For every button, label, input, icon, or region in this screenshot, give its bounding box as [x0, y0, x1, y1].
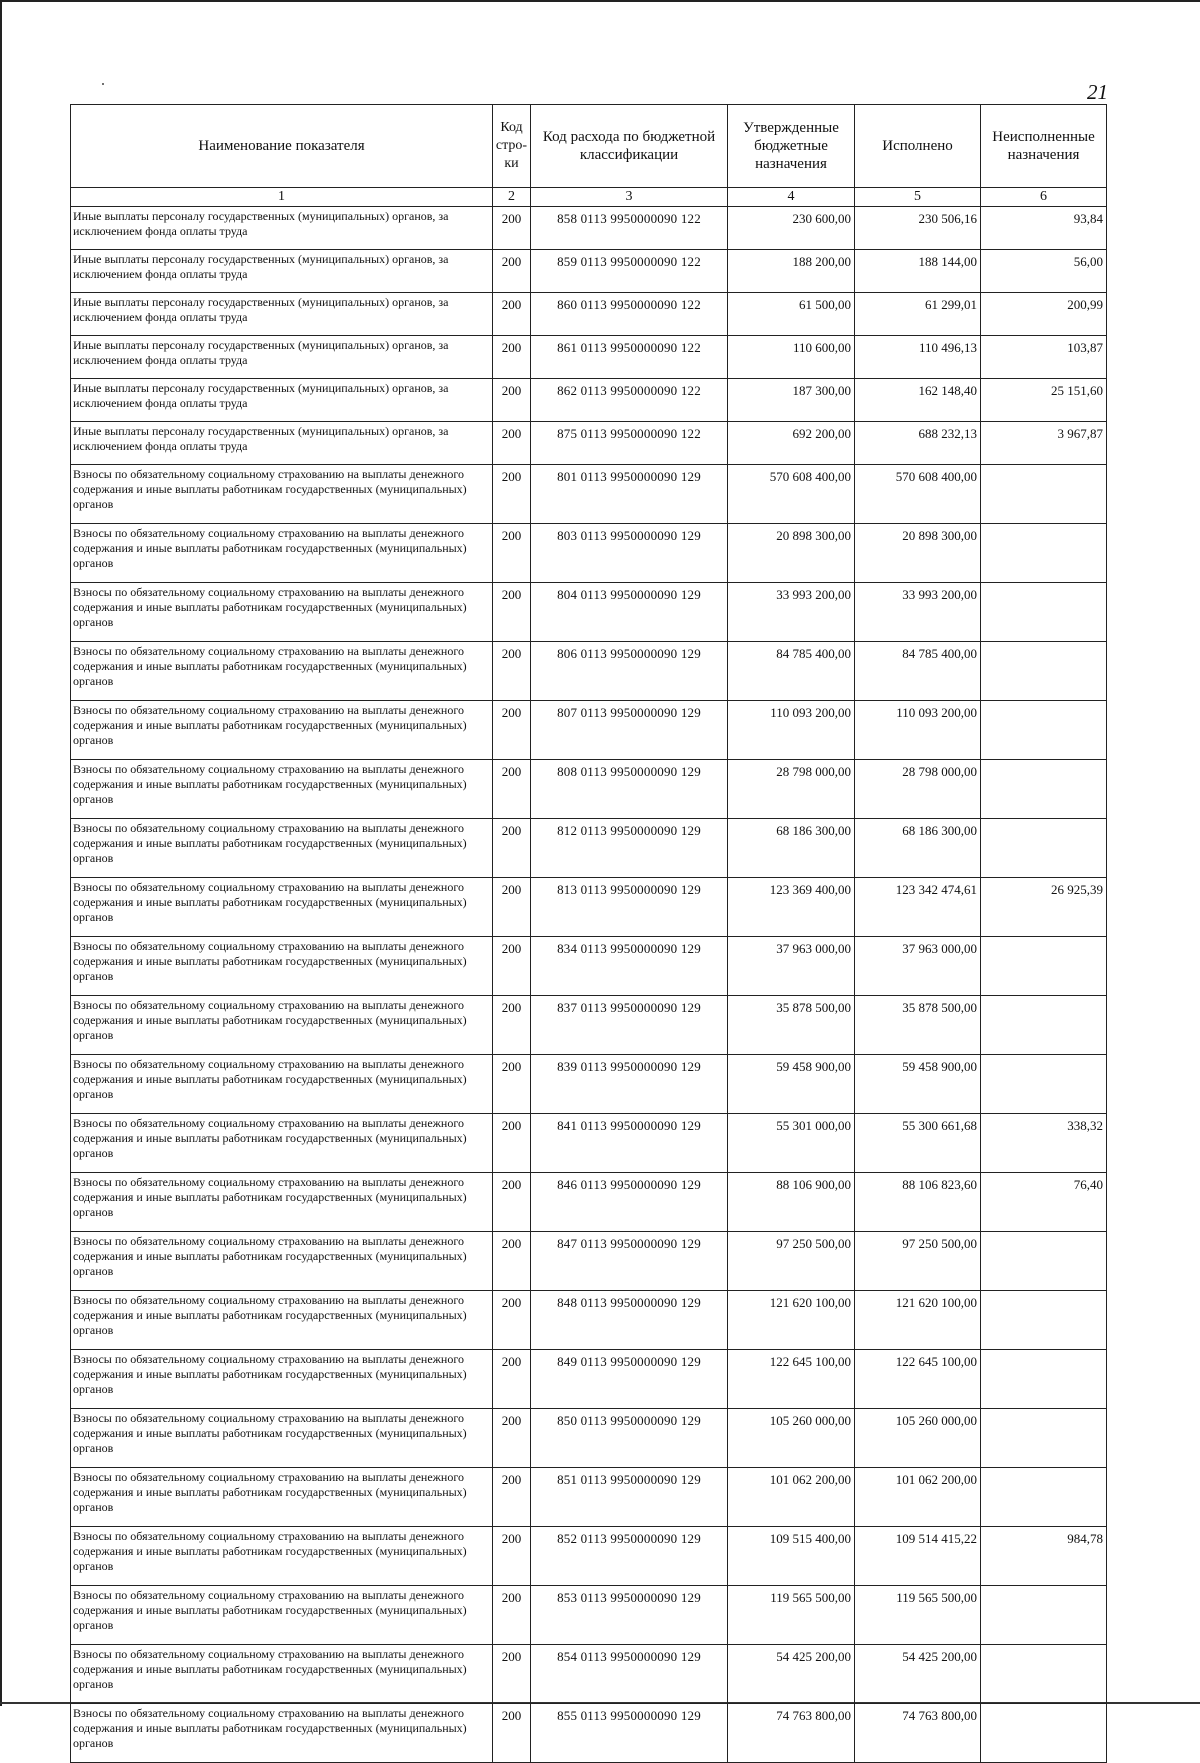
indicator-name-cell: Взносы по обязательному социальному страхованию на выплаты денежного содержания и иные выплаты работникам государственных (муниципальных) органов: [71, 465, 493, 524]
row-code-cell: 200: [493, 1232, 531, 1291]
budget-code-cell: 803 0113 9950000090 129: [531, 524, 728, 583]
row-code-cell: 200: [493, 1409, 531, 1468]
executed-amount-cell: 105 260 000,00: [855, 1409, 981, 1468]
indicator-name-cell: Взносы по обязательному социальному страхованию на выплаты денежного содержания и иные выплаты работникам государственных (муниципальных) органов: [71, 760, 493, 819]
table-row: [71, 1350, 1107, 1409]
unexecuted-amount-cell: 56,00: [981, 250, 1107, 293]
row-code-cell: 200: [493, 760, 531, 819]
budget-code-cell: 808 0113 9950000090 129: [531, 760, 728, 819]
indicator-name-cell: Взносы по обязательному социальному страхованию на выплаты денежного содержания и иные выплаты работникам государственных (муниципальных) органов: [71, 1114, 493, 1173]
indicator-name-cell: Взносы по обязательному социальному страхованию на выплаты денежного содержания и иные выплаты работникам государственных (муниципальных) органов: [71, 819, 493, 878]
executed-amount-cell: 122 645 100,00: [855, 1350, 981, 1409]
indicator-name-cell: Взносы по обязательному социальному страхованию на выплаты денежного содержания и иные выплаты работникам государственных (муниципальных) органов: [71, 937, 493, 996]
indicator-name-cell: Иные выплаты персоналу государственных (муниципальных) органов, за исключением фонда оплаты труда: [71, 422, 493, 465]
indicator-name-cell: Взносы по обязательному социальному страхованию на выплаты денежного содержания и иные выплаты работникам государственных (муниципальных) органов: [71, 1409, 493, 1468]
executed-amount-cell: 188 144,00: [855, 250, 981, 293]
budget-code-cell: 837 0113 9950000090 129: [531, 996, 728, 1055]
budget-code-cell: 862 0113 9950000090 122: [531, 379, 728, 422]
table-row: [71, 293, 1107, 336]
budget-code-cell: 855 0113 9950000090 129: [531, 1704, 728, 1763]
approved-amount-cell: 101 062 200,00: [728, 1468, 855, 1527]
table-body: [71, 207, 1107, 1763]
row-code-cell: 200: [493, 701, 531, 760]
table-row: [71, 1704, 1107, 1763]
indicator-name-cell: Взносы по обязательному социальному страхованию на выплаты денежного содержания и иные выплаты работникам государственных (муниципальных) органов: [71, 1173, 493, 1232]
approved-amount-cell: 55 301 000,00: [728, 1114, 855, 1173]
row-code-cell: 200: [493, 250, 531, 293]
unexecuted-amount-cell: [981, 583, 1107, 642]
header-unexecuted: Неисполненные назначения: [981, 105, 1107, 188]
budget-code-cell: 849 0113 9950000090 129: [531, 1350, 728, 1409]
executed-amount-cell: 35 878 500,00: [855, 996, 981, 1055]
table-row: [71, 1291, 1107, 1350]
budget-code-cell: 846 0113 9950000090 129: [531, 1173, 728, 1232]
table-row: [71, 1586, 1107, 1645]
executed-amount-cell: 88 106 823,60: [855, 1173, 981, 1232]
unexecuted-amount-cell: 103,87: [981, 336, 1107, 379]
unexecuted-amount-cell: 3 967,87: [981, 422, 1107, 465]
executed-amount-cell: 55 300 661,68: [855, 1114, 981, 1173]
indicator-name-cell: Взносы по обязательному социальному страхованию на выплаты денежного содержания и иные выплаты работникам государственных (муниципальных) органов: [71, 996, 493, 1055]
executed-amount-cell: 84 785 400,00: [855, 642, 981, 701]
indicator-name-cell: Взносы по обязательному социальному страхованию на выплаты денежного содержания и иные выплаты работникам государственных (муниципальных) органов: [71, 701, 493, 760]
unexecuted-amount-cell: 984,78: [981, 1527, 1107, 1586]
table-row: [71, 701, 1107, 760]
indicator-name-cell: Иные выплаты персоналу государственных (муниципальных) органов, за исключением фонда оплаты труда: [71, 336, 493, 379]
indicator-name-cell: Взносы по обязательному социальному страхованию на выплаты денежного содержания и иные выплаты работникам государственных (муниципальных) органов: [71, 1232, 493, 1291]
table-row: [71, 1173, 1107, 1232]
executed-amount-cell: 230 506,16: [855, 207, 981, 250]
executed-amount-cell: 109 514 415,22: [855, 1527, 981, 1586]
table-row: [71, 336, 1107, 379]
table-row: [71, 760, 1107, 819]
executed-amount-cell: 37 963 000,00: [855, 937, 981, 996]
table-row: [71, 379, 1107, 422]
budget-code-cell: 851 0113 9950000090 129: [531, 1468, 728, 1527]
unexecuted-amount-cell: [981, 1468, 1107, 1527]
indicator-name-cell: Взносы по обязательному социальному страхованию на выплаты денежного содержания и иные выплаты работникам государственных (муниципальных) органов: [71, 524, 493, 583]
indicator-name-cell: Иные выплаты персоналу государственных (муниципальных) органов, за исключением фонда оплаты труда: [71, 379, 493, 422]
executed-amount-cell: 123 342 474,61: [855, 878, 981, 937]
approved-amount-cell: 692 200,00: [728, 422, 855, 465]
row-code-cell: 200: [493, 1527, 531, 1586]
table-row: [71, 524, 1107, 583]
row-code-cell: 200: [493, 1586, 531, 1645]
unexecuted-amount-cell: [981, 1055, 1107, 1114]
budget-code-cell: 858 0113 9950000090 122: [531, 207, 728, 250]
budget-code-cell: 850 0113 9950000090 129: [531, 1409, 728, 1468]
executed-amount-cell: 162 148,40: [855, 379, 981, 422]
indicator-name-cell: Взносы по обязательному социальному страхованию на выплаты денежного содержания и иные выплаты работникам государственных (муниципальных) органов: [71, 1704, 493, 1763]
unexecuted-amount-cell: [981, 701, 1107, 760]
budget-code-cell: 853 0113 9950000090 129: [531, 1586, 728, 1645]
budget-code-cell: 861 0113 9950000090 122: [531, 336, 728, 379]
row-code-cell: 200: [493, 1055, 531, 1114]
executed-amount-cell: 688 232,13: [855, 422, 981, 465]
executed-amount-cell: 54 425 200,00: [855, 1645, 981, 1704]
indicator-name-cell: Иные выплаты персоналу государственных (муниципальных) органов, за исключением фонда оплаты труда: [71, 207, 493, 250]
table-row: [71, 583, 1107, 642]
header-executed: Исполнено: [855, 105, 981, 188]
table-row: [71, 465, 1107, 524]
approved-amount-cell: 123 369 400,00: [728, 878, 855, 937]
indicator-name-cell: Взносы по обязательному социальному страхованию на выплаты денежного содержания и иные выплаты работникам государственных (муниципальных) органов: [71, 1055, 493, 1114]
scan-border-top: [0, 0, 1200, 2]
budget-code-cell: 859 0113 9950000090 122: [531, 250, 728, 293]
approved-amount-cell: 109 515 400,00: [728, 1527, 855, 1586]
executed-amount-cell: 33 993 200,00: [855, 583, 981, 642]
approved-amount-cell: 230 600,00: [728, 207, 855, 250]
executed-amount-cell: 74 763 800,00: [855, 1704, 981, 1763]
budget-code-cell: 875 0113 9950000090 122: [531, 422, 728, 465]
approved-amount-cell: 35 878 500,00: [728, 996, 855, 1055]
table-header-row: [71, 105, 1107, 188]
table-row: [71, 1114, 1107, 1173]
row-code-cell: 200: [493, 1114, 531, 1173]
approved-amount-cell: 122 645 100,00: [728, 1350, 855, 1409]
table-row: [71, 1409, 1107, 1468]
approved-amount-cell: 88 106 900,00: [728, 1173, 855, 1232]
table-row: [71, 1055, 1107, 1114]
row-code-cell: 200: [493, 878, 531, 937]
row-code-cell: 200: [493, 937, 531, 996]
indicator-name-cell: Взносы по обязательному социальному страхованию на выплаты денежного содержания и иные выплаты работникам государственных (муниципальных) органов: [71, 1645, 493, 1704]
row-code-cell: 200: [493, 583, 531, 642]
executed-amount-cell: 110 093 200,00: [855, 701, 981, 760]
table-row: [71, 207, 1107, 250]
executed-amount-cell: 59 458 900,00: [855, 1055, 981, 1114]
budget-code-cell: 804 0113 9950000090 129: [531, 583, 728, 642]
approved-amount-cell: 37 963 000,00: [728, 937, 855, 996]
unexecuted-amount-cell: [981, 1291, 1107, 1350]
approved-amount-cell: 187 300,00: [728, 379, 855, 422]
indicator-name-cell: Взносы по обязательному социальному страхованию на выплаты денежного содержания и иные выплаты работникам государственных (муниципальных) органов: [71, 642, 493, 701]
approved-amount-cell: 119 565 500,00: [728, 1586, 855, 1645]
row-code-cell: 200: [493, 293, 531, 336]
executed-amount-cell: 68 186 300,00: [855, 819, 981, 878]
executed-amount-cell: 101 062 200,00: [855, 1468, 981, 1527]
budget-code-cell: 807 0113 9950000090 129: [531, 701, 728, 760]
indicator-name-cell: Иные выплаты персоналу государственных (муниципальных) органов, за исключением фонда оплаты труда: [71, 293, 493, 336]
budget-code-cell: 847 0113 9950000090 129: [531, 1232, 728, 1291]
row-code-cell: 200: [493, 524, 531, 583]
indicator-name-cell: Взносы по обязательному социальному страхованию на выплаты денежного содержания и иные выплаты работникам государственных (муниципальных) органов: [71, 1291, 493, 1350]
budget-execution-table: [70, 104, 1107, 1763]
approved-amount-cell: 110 600,00: [728, 336, 855, 379]
unexecuted-amount-cell: [981, 819, 1107, 878]
approved-amount-cell: 33 993 200,00: [728, 583, 855, 642]
budget-code-cell: 806 0113 9950000090 129: [531, 642, 728, 701]
approved-amount-cell: 105 260 000,00: [728, 1409, 855, 1468]
header-row-code: Код стро- ки: [493, 105, 531, 188]
table-row: [71, 1468, 1107, 1527]
table-row: [71, 937, 1107, 996]
approved-amount-cell: 28 798 000,00: [728, 760, 855, 819]
table-row: [71, 422, 1107, 465]
executed-amount-cell: 97 250 500,00: [855, 1232, 981, 1291]
header-approved: Утвержденные бюджетные назначения: [728, 105, 855, 188]
unexecuted-amount-cell: 338,32: [981, 1114, 1107, 1173]
indicator-name-cell: Взносы по обязательному социальному страхованию на выплаты денежного содержания и иные выплаты работникам государственных (муниципальных) органов: [71, 1527, 493, 1586]
unexecuted-amount-cell: [981, 465, 1107, 524]
unexecuted-amount-cell: [981, 1232, 1107, 1291]
table-row: [71, 996, 1107, 1055]
column-number: 1: [71, 188, 493, 207]
row-code-cell: 200: [493, 1173, 531, 1232]
indicator-name-cell: Взносы по обязательному социальному страхованию на выплаты денежного содержания и иные выплаты работникам государственных (муниципальных) органов: [71, 1350, 493, 1409]
executed-amount-cell: 61 299,01: [855, 293, 981, 336]
approved-amount-cell: 188 200,00: [728, 250, 855, 293]
unexecuted-amount-cell: 76,40: [981, 1173, 1107, 1232]
approved-amount-cell: 54 425 200,00: [728, 1645, 855, 1704]
budget-code-cell: 834 0113 9950000090 129: [531, 937, 728, 996]
scan-border-left: [0, 0, 2, 1706]
table-row: [71, 819, 1107, 878]
executed-amount-cell: 570 608 400,00: [855, 465, 981, 524]
row-code-cell: 200: [493, 465, 531, 524]
row-code-cell: 200: [493, 642, 531, 701]
column-number: 2: [493, 188, 531, 207]
approved-amount-cell: 61 500,00: [728, 293, 855, 336]
budget-code-cell: 813 0113 9950000090 129: [531, 878, 728, 937]
budget-code-cell: 852 0113 9950000090 129: [531, 1527, 728, 1586]
row-code-cell: 200: [493, 819, 531, 878]
table-row: [71, 1527, 1107, 1586]
unexecuted-amount-cell: [981, 642, 1107, 701]
indicator-name-cell: Взносы по обязательному социальному страхованию на выплаты денежного содержания и иные выплаты работникам государственных (муниципальных) органов: [71, 1468, 493, 1527]
approved-amount-cell: 20 898 300,00: [728, 524, 855, 583]
indicator-name-cell: Взносы по обязательному социальному страхованию на выплаты денежного содержания и иные выплаты работникам государственных (муниципальных) органов: [71, 583, 493, 642]
column-number: 6: [981, 188, 1107, 207]
unexecuted-amount-cell: 93,84: [981, 207, 1107, 250]
row-code-cell: 200: [493, 207, 531, 250]
row-code-cell: 200: [493, 379, 531, 422]
table-row: [71, 250, 1107, 293]
unexecuted-amount-cell: [981, 1704, 1107, 1763]
budget-code-cell: 839 0113 9950000090 129: [531, 1055, 728, 1114]
executed-amount-cell: 121 620 100,00: [855, 1291, 981, 1350]
unexecuted-amount-cell: [981, 937, 1107, 996]
column-number: 5: [855, 188, 981, 207]
row-code-cell: 200: [493, 1350, 531, 1409]
approved-amount-cell: 97 250 500,00: [728, 1232, 855, 1291]
approved-amount-cell: 74 763 800,00: [728, 1704, 855, 1763]
executed-amount-cell: 110 496,13: [855, 336, 981, 379]
executed-amount-cell: 119 565 500,00: [855, 1586, 981, 1645]
executed-amount-cell: 20 898 300,00: [855, 524, 981, 583]
unexecuted-amount-cell: [981, 1409, 1107, 1468]
table-row: [71, 878, 1107, 937]
column-number: 4: [728, 188, 855, 207]
table-row: [71, 1645, 1107, 1704]
indicator-name-cell: Иные выплаты персоналу государственных (муниципальных) органов, за исключением фонда оплаты труда: [71, 250, 493, 293]
scan-speck: [102, 83, 104, 85]
row-code-cell: 200: [493, 1645, 531, 1704]
column-number: 3: [531, 188, 728, 207]
row-code-cell: 200: [493, 336, 531, 379]
budget-code-cell: 860 0113 9950000090 122: [531, 293, 728, 336]
approved-amount-cell: 570 608 400,00: [728, 465, 855, 524]
row-code-cell: 200: [493, 996, 531, 1055]
budget-code-cell: 841 0113 9950000090 129: [531, 1114, 728, 1173]
row-code-cell: 200: [493, 1704, 531, 1763]
row-code-cell: 200: [493, 1291, 531, 1350]
unexecuted-amount-cell: [981, 1645, 1107, 1704]
unexecuted-amount-cell: [981, 524, 1107, 583]
budget-code-cell: 801 0113 9950000090 129: [531, 465, 728, 524]
unexecuted-amount-cell: 200,99: [981, 293, 1107, 336]
approved-amount-cell: 68 186 300,00: [728, 819, 855, 878]
unexecuted-amount-cell: [981, 760, 1107, 819]
approved-amount-cell: 59 458 900,00: [728, 1055, 855, 1114]
header-budget-code: Код расхода по бюджетной классификации: [531, 105, 728, 188]
unexecuted-amount-cell: [981, 996, 1107, 1055]
executed-amount-cell: 28 798 000,00: [855, 760, 981, 819]
row-code-cell: 200: [493, 422, 531, 465]
row-code-cell: 200: [493, 1468, 531, 1527]
table-row: [71, 1232, 1107, 1291]
approved-amount-cell: 110 093 200,00: [728, 701, 855, 760]
indicator-name-cell: Взносы по обязательному социальному страхованию на выплаты денежного содержания и иные выплаты работникам государственных (муниципальных) органов: [71, 878, 493, 937]
unexecuted-amount-cell: [981, 1586, 1107, 1645]
approved-amount-cell: 121 620 100,00: [728, 1291, 855, 1350]
unexecuted-amount-cell: [981, 1350, 1107, 1409]
table-row: [71, 642, 1107, 701]
budget-code-cell: 812 0113 9950000090 129: [531, 819, 728, 878]
approved-amount-cell: 84 785 400,00: [728, 642, 855, 701]
indicator-name-cell: Взносы по обязательному социальному страхованию на выплаты денежного содержания и иные выплаты работникам государственных (муниципальных) органов: [71, 1586, 493, 1645]
unexecuted-amount-cell: 26 925,39: [981, 878, 1107, 937]
page-number: 21: [1087, 80, 1108, 104]
budget-code-cell: 848 0113 9950000090 129: [531, 1291, 728, 1350]
column-number-row: [71, 188, 1107, 207]
unexecuted-amount-cell: 25 151,60: [981, 379, 1107, 422]
budget-code-cell: 854 0113 9950000090 129: [531, 1645, 728, 1704]
header-indicator-name: Наименование показателя: [71, 105, 493, 188]
